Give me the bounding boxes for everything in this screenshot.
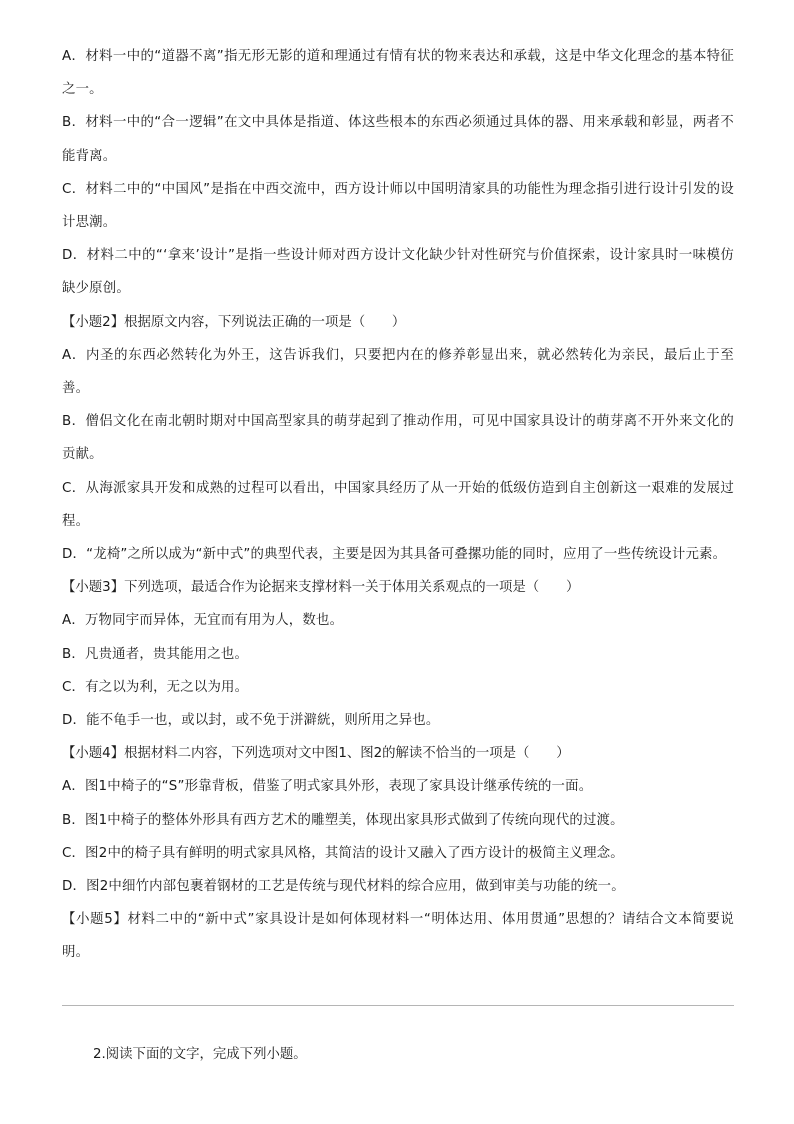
q5-stem: 【小题5】材料二中的“新中式”家具设计是如何体现材料一“明体达用、体用贯通”思想的？请结合文本简要说明。: [62, 912, 734, 961]
q1-option-d: D．材料二中的“‘拿来’设计”是指一些设计师对西方设计文化缺少针对性研究与价值探索，设计家具时一味模仿缺少原创。: [62, 248, 734, 297]
q1-option-c: C．材料二中的“中国风”是指在中西交流中，西方设计师以中国明清家具的功能性为理念指引进行设计引发的设计思潮。: [62, 181, 734, 231]
next-question-heading: 2.阅读下面的文字，完成下列小题。: [93, 1047, 307, 1062]
q4-option-a: A．图1中椅子的“S”形靠背板，借鉴了明式家具外形，表现了家具设计继承传统的一面。: [62, 779, 593, 795]
q2-option-b: B．僧侣文化在南北朝时期对中国高型家具的萌芽起到了推动作用，可见中国家具设计的萌芽离不开外来文化的贡献。: [62, 414, 734, 463]
q1-option-a: A．材料一中的“道器不离”指无形无影的道和理通过有情有状的物来表达和承载，这是中华文化理念的基本特征之一。: [62, 49, 734, 98]
q1-option-b: B．材料一中的“合一逻辑”在文中具体是指道、体这些根本的东西必须通过具体的器、用来承载和彰显，两者不能背离。: [62, 115, 734, 164]
q2-option-a: A．内圣的东西必然转化为外王，这告诉我们，只要把内在的修养彰显出来，就必然转化为亲民，最后止于至善。: [62, 347, 734, 397]
q4-stem: 【小题4】根据材料二内容，下列选项对文中图1、图2的解读不恰当的一项是（ ）: [62, 746, 570, 762]
q2-option-d: D．“龙椅”之所以成为“新中式”的典型代表，主要是因为其具备可叠摞功能的同时，应用了一些传统设计元素。: [62, 547, 727, 563]
section-divider: [62, 1005, 734, 1006]
q3-option-a: A．万物同宇而异体，无宜而有用为人，数也。: [62, 613, 344, 629]
q4-option-c: C．图2中的椅子具有鲜明的明式家具风格，其简洁的设计又融入了西方设计的极简主义理念。: [62, 845, 624, 861]
q4-option-b: B．图1中椅子的整体外形具有西方艺术的雕塑美，体现出家具形式做到了传统向现代的过渡。: [62, 812, 624, 828]
q2-stem: 【小题2】根据原文内容，下列说法正确的一项是（ ）: [62, 314, 406, 330]
q3-stem: 【小题3】下列选项，最适合作为论据来支撑材料一关于体用关系观点的一项是（ ）: [62, 580, 580, 596]
q3-option-b: B．凡贵通者，贵其能用之也。: [62, 646, 249, 662]
q3-option-d: D．能不龟手一也，或以封，或不免于洴澼絖，则所用之异也。: [62, 713, 440, 729]
q2-option-c: C．从海派家具开发和成熟的过程可以看出，中国家具经历了从一开始的低级仿造到自主创新这一艰难的发展过程。: [62, 480, 734, 529]
q3-option-c: C．有之以为利，无之以为用。: [62, 679, 249, 695]
question-content: [62, 40, 734, 970]
q4-option-d: D．图2中细竹内部包裹着钢材的工艺是传统与现代材料的综合应用，做到审美与功能的统一。: [62, 879, 625, 895]
